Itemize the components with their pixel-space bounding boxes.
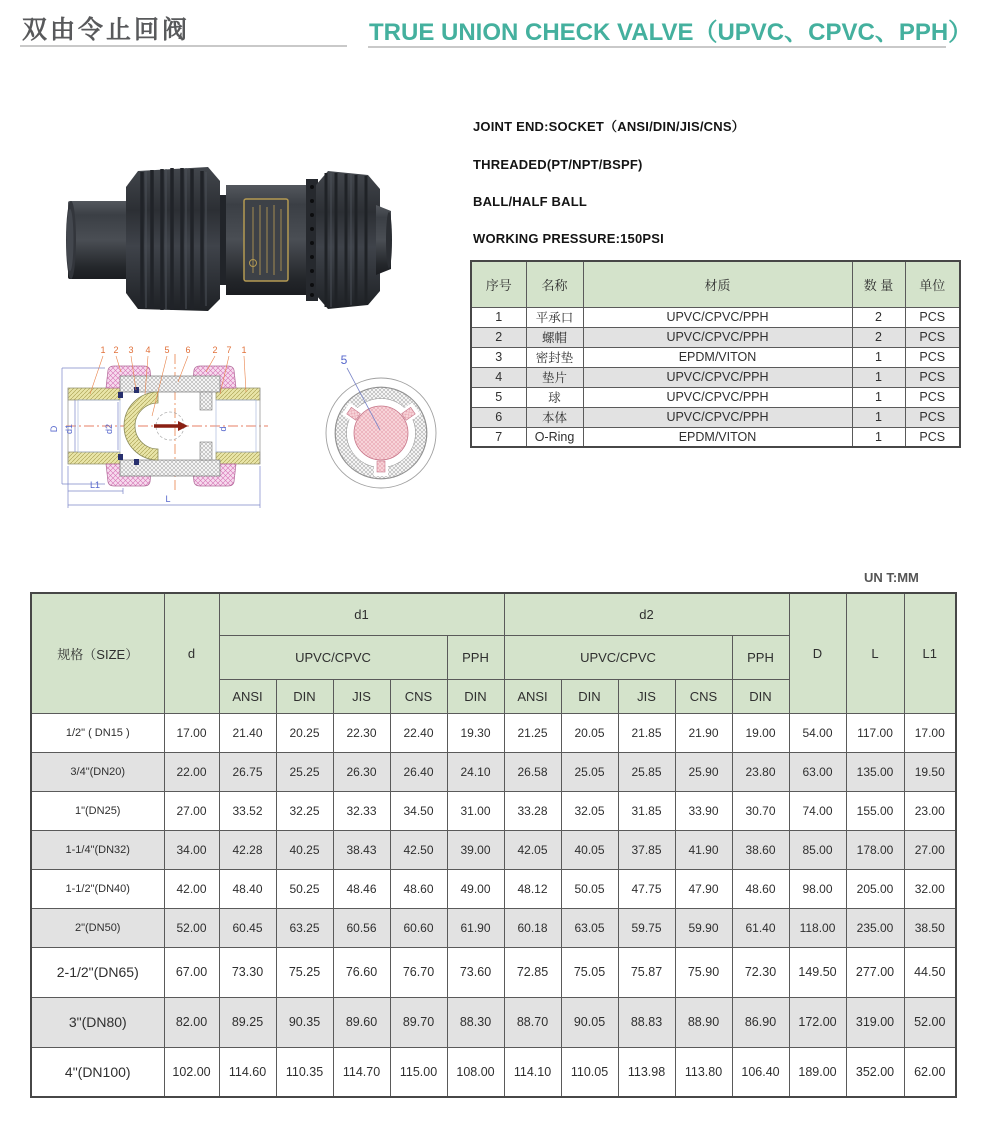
dimension-row [31, 997, 956, 1047]
dim-label-d1: d1 [64, 423, 74, 435]
d1-jis-cell: 38.43 [333, 830, 390, 869]
dimension-row [31, 908, 956, 947]
d1-din-cell: 25.25 [276, 752, 333, 791]
L1-cell: 62.00 [904, 1047, 956, 1097]
dimension-row [31, 791, 956, 830]
part-name-cell: 平承口 [526, 307, 583, 327]
part-label-6: 6 [185, 345, 191, 355]
valve-photo-shapes [66, 167, 392, 311]
d1-pph-din-cell: 49.00 [447, 869, 504, 908]
L1-cell: 19.50 [904, 752, 956, 791]
parts-col-name: 名称 [526, 261, 583, 307]
L-cell: 178.00 [846, 830, 904, 869]
page-title-chinese: 双由令止回阀 [22, 16, 191, 44]
parts-table-row [471, 367, 960, 387]
part-no-cell: 3 [471, 347, 526, 367]
size-cell: 1-1/2"(DN40) [31, 869, 164, 908]
parts-table-row [471, 427, 960, 447]
d-cell: 52.00 [164, 908, 219, 947]
part-name-cell: 螺帽 [526, 327, 583, 347]
part-material-cell: EPDM/VITON [583, 427, 852, 447]
size-cell: 1/2" ( DN15 ) [31, 713, 164, 752]
d1-ansi-cell: 89.25 [219, 997, 276, 1047]
parts-table-row [471, 387, 960, 407]
part-label-2: 2 [113, 345, 119, 355]
d2-ansi-cell: 88.70 [504, 997, 561, 1047]
d2-din-cell: 25.05 [561, 752, 618, 791]
col-d1-jis: JIS [333, 679, 390, 713]
title-underline-right [368, 46, 946, 48]
part-no-cell: 4 [471, 367, 526, 387]
d-cell: 102.00 [164, 1047, 219, 1097]
dimension-row [31, 713, 956, 752]
d2-ansi-cell: 42.05 [504, 830, 561, 869]
part-qty-cell: 2 [852, 327, 905, 347]
dim-label-L: L [165, 494, 171, 504]
d1-cns-cell: 60.60 [390, 908, 447, 947]
part-no-cell: 2 [471, 327, 526, 347]
flow-arrow [154, 421, 188, 431]
d2-pph-din-cell: 38.60 [732, 830, 789, 869]
d1-cns-cell: 42.50 [390, 830, 447, 869]
part-material-cell: UPVC/CPVC/PPH [583, 387, 852, 407]
part-qty-cell: 1 [852, 387, 905, 407]
size-cell: 1"(DN25) [31, 791, 164, 830]
part-label-2b: 2 [212, 345, 218, 355]
section-label-5: 5 [340, 353, 348, 367]
col-d1-pph-din: DIN [447, 679, 504, 713]
dimension-table [30, 592, 957, 1098]
L-cell: 319.00 [846, 997, 904, 1047]
part-label-1b: 1 [241, 345, 247, 355]
parts-table-row [471, 327, 960, 347]
d1-din-cell: 63.25 [276, 908, 333, 947]
size-cell: 3/4"(DN20) [31, 752, 164, 791]
part-label-1: 1 [100, 345, 106, 355]
d2-jis-cell: 37.85 [618, 830, 675, 869]
d2-cns-cell: 75.90 [675, 947, 732, 997]
d2-din-cell: 40.05 [561, 830, 618, 869]
D-cell: 85.00 [789, 830, 846, 869]
d2-pph-din-cell: 48.60 [732, 869, 789, 908]
d1-din-cell: 75.25 [276, 947, 333, 997]
part-unit-cell: PCS [905, 327, 960, 347]
group-d2: d2 [504, 593, 789, 635]
parts-col-qty: 数 量 [852, 261, 905, 307]
d2-pph-din-cell: 23.80 [732, 752, 789, 791]
parts-table [470, 260, 961, 448]
d-cell: 17.00 [164, 713, 219, 752]
spec-joint-end: JOINT END:SOCKET（ANSI/DIN/JIS/CNS） [473, 119, 745, 134]
D-cell: 118.00 [789, 908, 846, 947]
dimension-table-body [31, 713, 956, 1097]
L-cell: 277.00 [846, 947, 904, 997]
d1-jis-cell: 48.46 [333, 869, 390, 908]
group-d2-pph: PPH [732, 635, 789, 679]
part-material-cell: UPVC/CPVC/PPH [583, 367, 852, 387]
d2-cns-cell: 47.90 [675, 869, 732, 908]
d-cell: 82.00 [164, 997, 219, 1047]
d2-cns-cell: 113.80 [675, 1047, 732, 1097]
d2-din-cell: 50.05 [561, 869, 618, 908]
d1-jis-cell: 89.60 [333, 997, 390, 1047]
d2-pph-din-cell: 61.40 [732, 908, 789, 947]
d2-jis-cell: 75.87 [618, 947, 675, 997]
part-qty-cell: 1 [852, 427, 905, 447]
part-unit-cell: PCS [905, 407, 960, 427]
d2-jis-cell: 21.85 [618, 713, 675, 752]
part-qty-cell: 1 [852, 367, 905, 387]
part-label-3: 3 [128, 345, 134, 355]
part-material-cell: UPVC/CPVC/PPH [583, 407, 852, 427]
d1-ansi-cell: 21.40 [219, 713, 276, 752]
dimension-row [31, 830, 956, 869]
dim-label-L1: L1 [89, 480, 101, 490]
valve-product-photo [58, 145, 393, 335]
d2-din-cell: 20.05 [561, 713, 618, 752]
d1-pph-din-cell: 24.10 [447, 752, 504, 791]
part-no-cell: 1 [471, 307, 526, 327]
d1-cns-cell: 22.40 [390, 713, 447, 752]
d-cell: 27.00 [164, 791, 219, 830]
part-unit-cell: PCS [905, 387, 960, 407]
L-cell: 352.00 [846, 1047, 904, 1097]
dimension-row [31, 752, 956, 791]
group-d2-upvc-cpvc: UPVC/CPVC [504, 635, 732, 679]
d2-ansi-cell: 72.85 [504, 947, 561, 997]
d-cell: 22.00 [164, 752, 219, 791]
L-cell: 205.00 [846, 869, 904, 908]
d2-pph-din-cell: 106.40 [732, 1047, 789, 1097]
d1-pph-din-cell: 73.60 [447, 947, 504, 997]
part-name-cell: O-Ring [526, 427, 583, 447]
dim-label-d: d [218, 426, 228, 432]
col-d2-din: DIN [561, 679, 618, 713]
d2-jis-cell: 25.85 [618, 752, 675, 791]
d-cell: 67.00 [164, 947, 219, 997]
parts-col-unit: 单位 [905, 261, 960, 307]
d1-ansi-cell: 26.75 [219, 752, 276, 791]
col-d1-cns: CNS [390, 679, 447, 713]
col-d2-ansi: ANSI [504, 679, 561, 713]
L-cell: 135.00 [846, 752, 904, 791]
d1-pph-din-cell: 31.00 [447, 791, 504, 830]
d1-pph-din-cell: 39.00 [447, 830, 504, 869]
part-name-cell: 密封垫 [526, 347, 583, 367]
part-unit-cell: PCS [905, 347, 960, 367]
col-d: d [164, 593, 219, 713]
D-cell: 189.00 [789, 1047, 846, 1097]
D-cell: 63.00 [789, 752, 846, 791]
d1-pph-din-cell: 88.30 [447, 997, 504, 1047]
d1-cns-cell: 26.40 [390, 752, 447, 791]
d1-cns-cell: 115.00 [390, 1047, 447, 1097]
d2-pph-din-cell: 30.70 [732, 791, 789, 830]
d1-cns-cell: 48.60 [390, 869, 447, 908]
col-d1-ansi: ANSI [219, 679, 276, 713]
d2-pph-din-cell: 72.30 [732, 947, 789, 997]
d2-ansi-cell: 33.28 [504, 791, 561, 830]
size-cell: 2-1/2"(DN65) [31, 947, 164, 997]
size-cell: 4"(DN100) [31, 1047, 164, 1097]
D-cell: 54.00 [789, 713, 846, 752]
size-cell: 2"(DN50) [31, 908, 164, 947]
valve-technical-drawing [48, 338, 463, 523]
dimension-table-header [31, 593, 956, 713]
d1-pph-din-cell: 19.30 [447, 713, 504, 752]
d2-pph-din-cell: 86.90 [732, 997, 789, 1047]
dimension-row [31, 1047, 956, 1097]
col-size: 规格（SIZE） [31, 593, 164, 713]
d1-din-cell: 50.25 [276, 869, 333, 908]
d2-cns-cell: 88.90 [675, 997, 732, 1047]
spec-working-pressure: WORKING PRESSURE:150PSI [473, 231, 664, 246]
part-no-cell: 5 [471, 387, 526, 407]
d1-ansi-cell: 42.28 [219, 830, 276, 869]
spec-ball: BALL/HALF BALL [473, 194, 587, 209]
parts-table-row [471, 407, 960, 427]
d1-cns-cell: 76.70 [390, 947, 447, 997]
d-cell: 42.00 [164, 869, 219, 908]
part-label-4: 4 [145, 345, 151, 355]
ball-front-view [354, 406, 408, 460]
d2-din-cell: 90.05 [561, 997, 618, 1047]
part-qty-cell: 2 [852, 307, 905, 327]
d2-ansi-cell: 26.58 [504, 752, 561, 791]
group-d1-pph: PPH [447, 635, 504, 679]
d1-din-cell: 40.25 [276, 830, 333, 869]
header-row-groups [31, 593, 956, 635]
part-unit-cell: PCS [905, 307, 960, 327]
parts-table-row [471, 307, 960, 327]
parts-col-no: 序号 [471, 261, 526, 307]
d1-ansi-cell: 33.52 [219, 791, 276, 830]
part-no-cell: 7 [471, 427, 526, 447]
D-cell: 172.00 [789, 997, 846, 1047]
d1-cns-cell: 89.70 [390, 997, 447, 1047]
L1-cell: 23.00 [904, 791, 956, 830]
col-d2-jis: JIS [618, 679, 675, 713]
col-L1: L1 [904, 593, 956, 713]
d1-jis-cell: 26.30 [333, 752, 390, 791]
title-underline-left [20, 45, 347, 47]
d1-din-cell: 20.25 [276, 713, 333, 752]
d2-ansi-cell: 48.12 [504, 869, 561, 908]
dimension-row [31, 869, 956, 908]
d1-jis-cell: 76.60 [333, 947, 390, 997]
part-unit-cell: PCS [905, 367, 960, 387]
d2-cns-cell: 59.90 [675, 908, 732, 947]
d1-pph-din-cell: 108.00 [447, 1047, 504, 1097]
col-D: D [789, 593, 846, 713]
L1-cell: 27.00 [904, 830, 956, 869]
d-cell: 34.00 [164, 830, 219, 869]
dim-label-D: D [49, 425, 59, 433]
part-name-cell: 本体 [526, 407, 583, 427]
parts-table-body [471, 307, 960, 447]
d2-jis-cell: 113.98 [618, 1047, 675, 1097]
spec-threaded: THREADED(PT/NPT/BSPF) [473, 157, 643, 172]
page-title-english: TRUE UNION CHECK VALVE（UPVC、CPVC、PPH） [369, 19, 973, 46]
part-name-cell: 垫片 [526, 367, 583, 387]
part-no-cell: 6 [471, 407, 526, 427]
d2-jis-cell: 31.85 [618, 791, 675, 830]
part-qty-cell: 1 [852, 347, 905, 367]
group-d1: d1 [219, 593, 504, 635]
d1-jis-cell: 32.33 [333, 791, 390, 830]
part-material-cell: UPVC/CPVC/PPH [583, 327, 852, 347]
part-name-cell: 球 [526, 387, 583, 407]
size-cell: 3"(DN80) [31, 997, 164, 1047]
d1-ansi-cell: 48.40 [219, 869, 276, 908]
d2-jis-cell: 59.75 [618, 908, 675, 947]
d2-ansi-cell: 114.10 [504, 1047, 561, 1097]
part-material-cell: UPVC/CPVC/PPH [583, 307, 852, 327]
d2-din-cell: 32.05 [561, 791, 618, 830]
part-qty-cell: 1 [852, 407, 905, 427]
col-d2-pph-din: DIN [732, 679, 789, 713]
dim-label-d2: d2 [104, 423, 114, 435]
dimension-row [31, 947, 956, 997]
d2-jis-cell: 88.83 [618, 997, 675, 1047]
d2-cns-cell: 41.90 [675, 830, 732, 869]
parts-col-material: 材质 [583, 261, 852, 307]
unit-note: UN T:MM [864, 570, 919, 585]
parts-table-header-row [471, 261, 960, 307]
valve-front-view [326, 353, 436, 488]
d2-pph-din-cell: 19.00 [732, 713, 789, 752]
part-label-7: 7 [226, 345, 232, 355]
d1-cns-cell: 34.50 [390, 791, 447, 830]
parts-table-row [471, 347, 960, 367]
part-unit-cell: PCS [905, 427, 960, 447]
d2-din-cell: 75.05 [561, 947, 618, 997]
d1-pph-din-cell: 61.90 [447, 908, 504, 947]
L1-cell: 38.50 [904, 908, 956, 947]
d1-jis-cell: 114.70 [333, 1047, 390, 1097]
d1-ansi-cell: 60.45 [219, 908, 276, 947]
part-number-labels [100, 345, 246, 355]
d2-din-cell: 110.05 [561, 1047, 618, 1097]
L1-cell: 44.50 [904, 947, 956, 997]
D-cell: 74.00 [789, 791, 846, 830]
spec-list [473, 116, 745, 246]
L-cell: 117.00 [846, 713, 904, 752]
d2-cns-cell: 33.90 [675, 791, 732, 830]
L1-cell: 17.00 [904, 713, 956, 752]
d1-din-cell: 32.25 [276, 791, 333, 830]
size-cell: 1-1/4"(DN32) [31, 830, 164, 869]
D-cell: 98.00 [789, 869, 846, 908]
d1-jis-cell: 22.30 [333, 713, 390, 752]
d2-din-cell: 63.05 [561, 908, 618, 947]
d1-ansi-cell: 73.30 [219, 947, 276, 997]
d2-cns-cell: 21.90 [675, 713, 732, 752]
d2-ansi-cell: 21.25 [504, 713, 561, 752]
group-d1-upvc-cpvc: UPVC/CPVC [219, 635, 447, 679]
col-L: L [846, 593, 904, 713]
part-material-cell: EPDM/VITON [583, 347, 852, 367]
d2-cns-cell: 25.90 [675, 752, 732, 791]
L-cell: 235.00 [846, 908, 904, 947]
d1-ansi-cell: 114.60 [219, 1047, 276, 1097]
valve-nameplate [244, 199, 288, 281]
L1-cell: 32.00 [904, 869, 956, 908]
L1-cell: 52.00 [904, 997, 956, 1047]
part-label-5: 5 [164, 345, 170, 355]
col-d2-cns: CNS [675, 679, 732, 713]
d1-din-cell: 110.35 [276, 1047, 333, 1097]
d1-jis-cell: 60.56 [333, 908, 390, 947]
col-d1-din: DIN [276, 679, 333, 713]
d2-ansi-cell: 60.18 [504, 908, 561, 947]
d1-din-cell: 90.35 [276, 997, 333, 1047]
L-cell: 155.00 [846, 791, 904, 830]
D-cell: 149.50 [789, 947, 846, 997]
d2-jis-cell: 47.75 [618, 869, 675, 908]
